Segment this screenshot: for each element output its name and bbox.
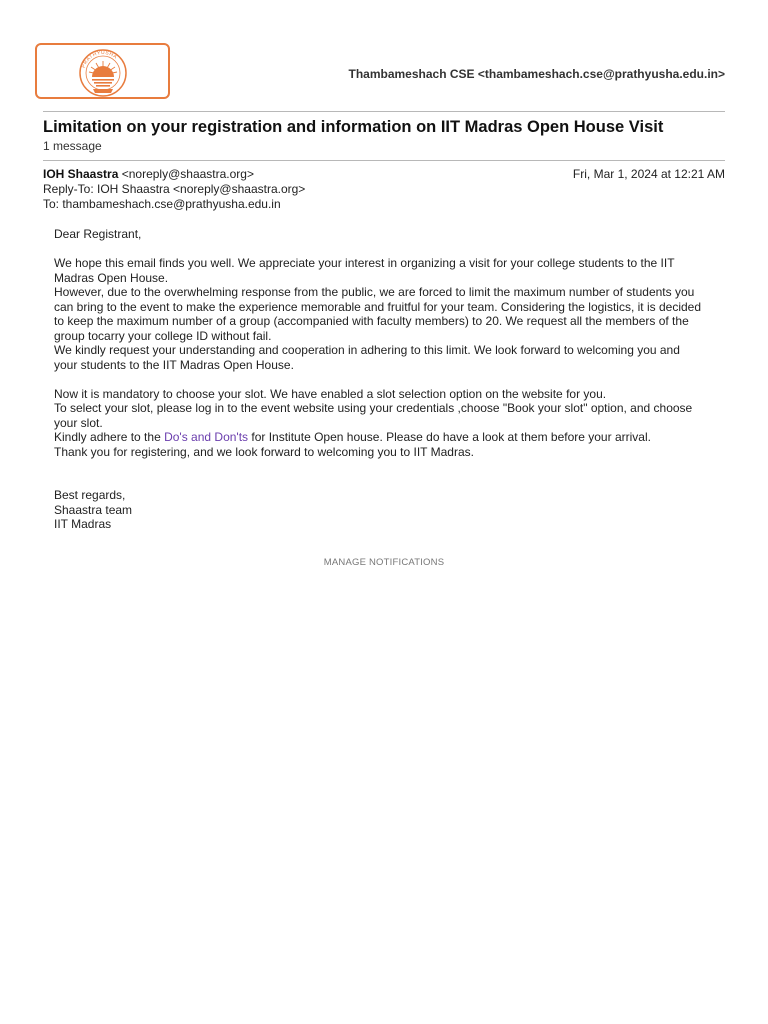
dos-and-donts-link[interactable]: Do's and Don'ts bbox=[164, 430, 249, 444]
body-line: To select your slot, please log in to the event website using your credentials ,choose "Book your slot" option, and choose bbox=[54, 401, 693, 415]
body-line: group tocarry your college ID without fail. bbox=[54, 328, 272, 343]
body-line: can bring to the event to make the experience memorable and fruitful for your team. Considering the logistics, it is decided bbox=[54, 299, 702, 314]
to-line: To: thambameshach.cse@prathyusha.edu.in bbox=[43, 197, 281, 211]
body-line: your students to the IIT Madras Open House. bbox=[54, 357, 294, 372]
body-line: your slot. bbox=[54, 415, 103, 430]
message-count: 1 message bbox=[43, 139, 102, 153]
from-line bbox=[43, 167, 305, 182]
adhere-suffix: for Institute Open house. Please do have a look at them before your arrival. bbox=[248, 430, 651, 444]
account-name: Thambameshach CSE bbox=[348, 67, 475, 81]
emblem-icon bbox=[78, 48, 128, 98]
account-email: <thambameshach.cse@prathyusha.edu.in> bbox=[477, 67, 725, 81]
message-header bbox=[43, 167, 305, 212]
message-date: Fri, Mar 1, 2024 at 12:21 AM bbox=[572, 167, 725, 181]
signature-org: IIT Madras bbox=[54, 517, 112, 531]
thread-subject: Limitation on your registration and information on IIT Madras Open House Visit bbox=[43, 118, 664, 136]
manage-notifications-link[interactable]: MANAGE NOTIFICATIONS bbox=[323, 557, 445, 568]
body-line bbox=[54, 430, 714, 445]
body-line: We kindly request your understanding and cooperation in adhering to this limit. We look forward to welcoming you and bbox=[54, 343, 680, 357]
greeting: Dear Registrant, bbox=[54, 227, 142, 241]
body-line: Now it is mandatory to choose your slot. We have enabled a slot selection option on the website for you. bbox=[54, 386, 607, 401]
sender-name: IOH Shaastra bbox=[43, 167, 119, 181]
body-line: Thank you for registering, and we look forward to welcoming you to IIT Madras. bbox=[54, 444, 474, 459]
header-divider bbox=[43, 111, 725, 112]
sender-email: <noreply@shaastra.org> bbox=[121, 167, 254, 181]
reply-to-line: Reply-To: IOH Shaastra <noreply@shaastra.org> bbox=[43, 182, 306, 196]
account-identity bbox=[348, 67, 725, 81]
signature-team: Shaastra team bbox=[54, 502, 133, 517]
message-body bbox=[54, 227, 714, 532]
signoff: Best regards, bbox=[54, 488, 126, 502]
adhere-prefix: Kindly adhere to the bbox=[54, 430, 165, 444]
organization-logo bbox=[35, 43, 170, 99]
svg-text:PRATHYUSHA: PRATHYUSHA bbox=[80, 49, 119, 69]
body-line: Madras Open House. bbox=[54, 270, 169, 285]
body-line: to keep the maximum number of a group (accompanied with faculty members) to 20. We request all the members of the bbox=[54, 314, 689, 328]
subject-divider bbox=[43, 160, 725, 161]
body-line: However, due to the overwhelming response from the public, we are forced to limit the maximum number of students you bbox=[54, 285, 695, 299]
body-line: We hope this email finds you well. We appreciate your interest in organizing a visit for your college students to the IIT bbox=[54, 256, 675, 270]
